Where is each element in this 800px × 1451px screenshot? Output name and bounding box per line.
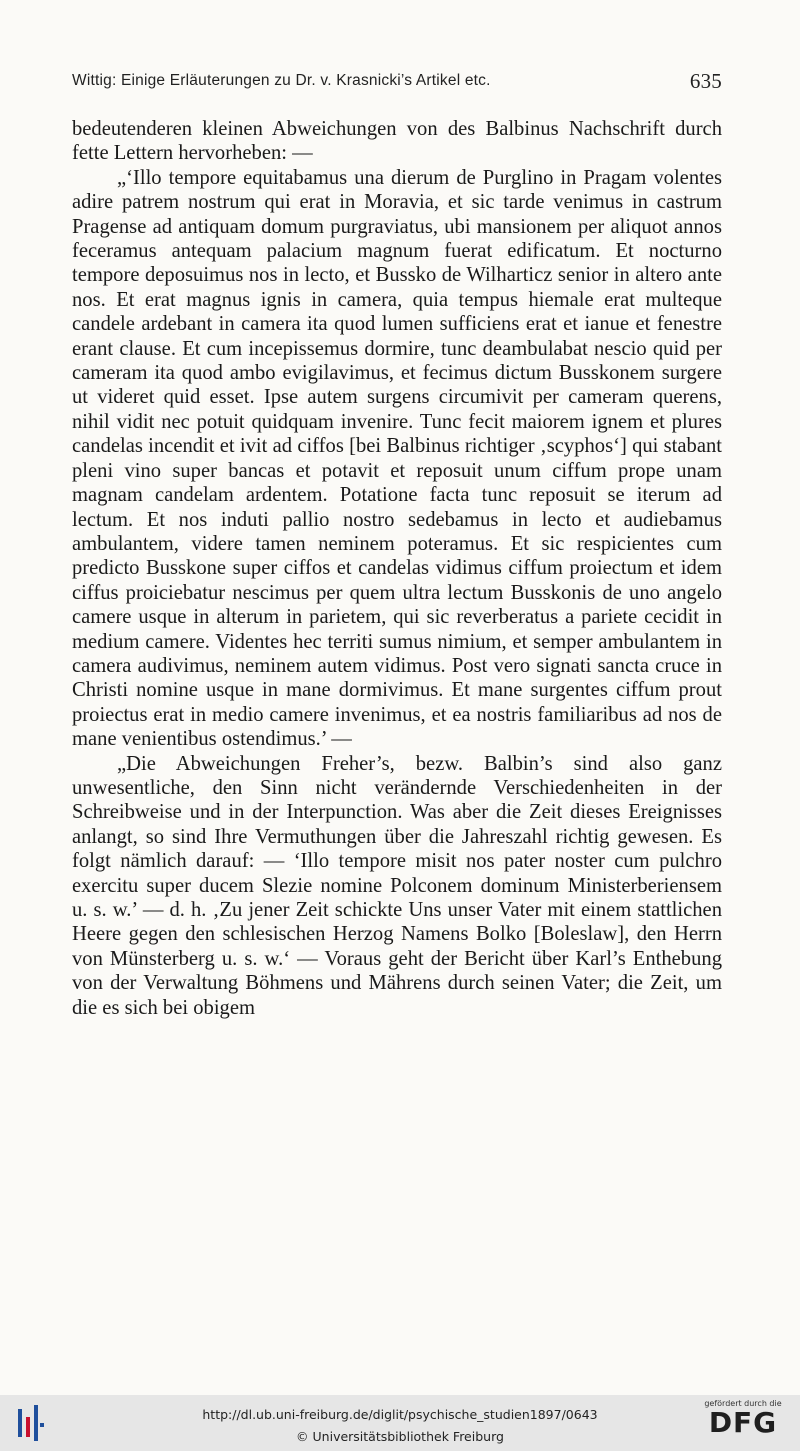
paragraph-commentary: „Die Abweichungen Freher’s, bezw. Balbin’s sind also ganz unwesentliche, den Sinn nicht verändernde Verschiedenheiten in der Schreibweise und in der Interpunction. Was aber die Zeit dieses Ereignisses anlangt, so sind Ihre Vermuthungen über die Jahreszahl richtig gewesen. Es folgt nämlich darauf: — ‘Illo tempore misit nos pater noster cum pulchro exercitu super ducem Slezie nomine Polconem dominum Ministerberiensem u. s. w.’ — d. h. ‚Zu jener Zeit schickte Uns unser Vater mit einem stattlichen Heere gegen den schlesischen Herzog Namens Bolko [Boleslaw], den Herrn von Münsterberg u. s. w.‘ — Voraus geht der Bericht über Karl’s Enthebung von der Verwaltung Böhmens und Mährens durch seinen Vater; die Zeit, um die es sich bei obigem (72, 752, 722, 1019)
viewer-footer (0, 1395, 800, 1451)
copyright-notice: © Universitätsbibliothek Freiburg (296, 1429, 504, 1444)
dfg-logo-icon (700, 1399, 786, 1447)
dfg-funding-label: gefördert durch die (704, 1399, 782, 1408)
permalink-url[interactable]: http://dl.ub.uni-freiburg.de/diglit/psychische_studien1897/0643 (202, 1407, 598, 1422)
running-header (72, 69, 722, 93)
paragraph-latin-quote: „‘Illo tempore equitabamus una dierum de Purglino in Pragam volentes adire patrem nostrum qui erat in Moravia, et sic tarde venimus in castrum Pragense ad antiquam domum purgraviatus, ubi mansionem per aliquot annos feceramus antequam palacium magnum fuerat edificatum. Et nocturno tempore deposuimus nos in lecto, et Bussko de Wilharticz senior in altero ante nos. Et erat magnus ignis in camera, quia tempus hiemale erat multeque candele ardebant in camera ita quod lumen sufficiens erat et ianue et fenestre erant clause. Et cum incepissemus dormire, tunc deambulabat nescio quid per cameram ita quod ambo evigilavimus, et fecimus dictum Busskonem surgere ut videret quid esset. Ipse autem surgens circumivit per cameram querens, nihil vidit nec potuit quidquam invenire. Tunc fecit maiorem ignem et plures candelas incendit et ivit ad ciffos [bei Balbinus richtiger ‚scyphos‘] qui stabant pleni vino super bancas et potavit et reposuit unum ciffum prope unam magnam candelam ardentem. Potatione facta tunc reposuit se iterum ad lectum. Et nos induti pallio nostro sedebamus in lecto et audiebamus ambulantem, videre tamen neminem poteramus. Et sic respicientes cum predicto Busskone super ciffos et candelas vidimus ciffum proiectum et idem ciffus proiciebatur nescimus per quem ultra lectum Busskonis de uno angelo camere usque in alterum in parietem, qui sic reverberatus a pariete cecidit in medium camere. Videntes hec territi sumus nimium, et semper ambulantem in camera audivimus, neminem autem vidimus. Post vero signati sancta cruce in Christi nomine usque in mane dormivimus. Et mane surgentes ciffum prout proiectus erat in medio camere invenimus, et ea nostris familiaribus ad nos de mane venientibus ostendimus.’ — (72, 166, 722, 751)
dfg-wordmark: DFG (708, 1406, 778, 1439)
page-number: 635 (689, 69, 722, 93)
paragraph-continuation: bedeutenderen kleinen Abweichungen von des Balbinus Nachschrift durch fette Lettern hervorheben: — (72, 118, 722, 165)
running-title: Wittig: Einige Erläuterungen zu Dr. v. Krasnicki’s Artikel etc. (72, 72, 491, 89)
body-text (72, 117, 722, 1020)
